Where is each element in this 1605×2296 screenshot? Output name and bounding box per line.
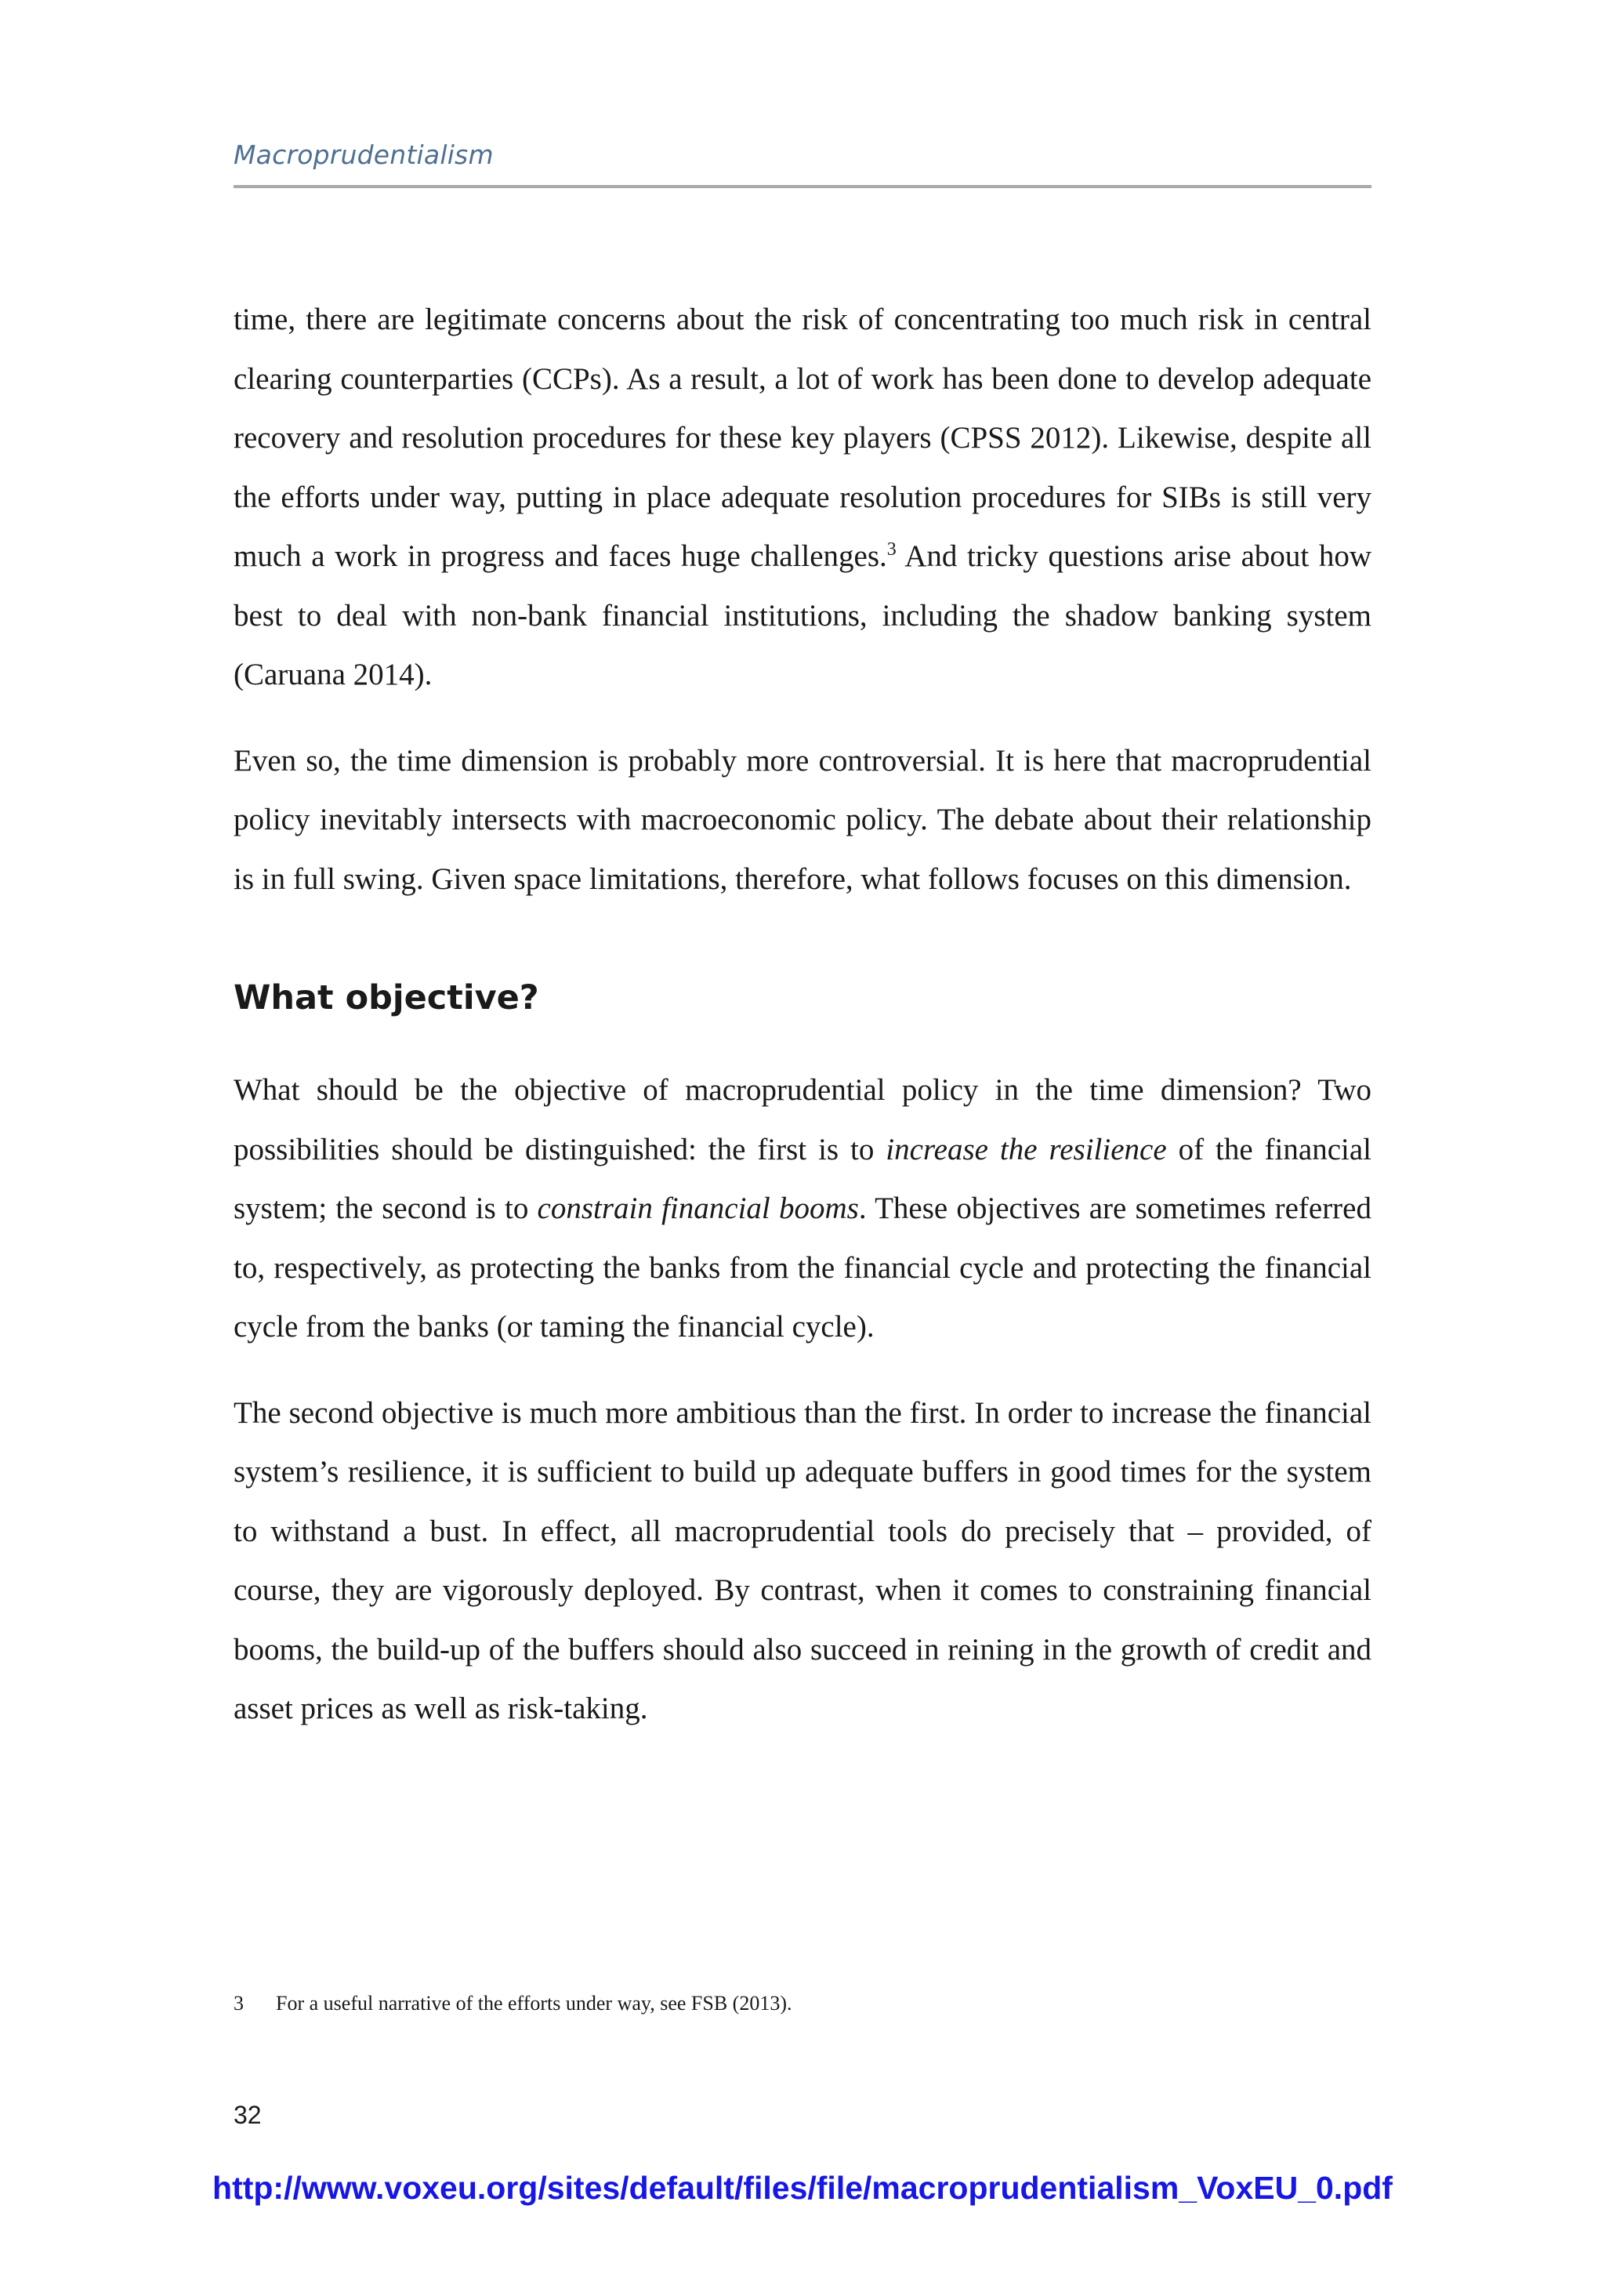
section-heading: What objective? (234, 978, 539, 1017)
paragraph-3-part3: . These objectives are sometimes referred to, respectively, as protecting the banks from the financial cycle and protecting the financial cycle from the banks (or taming the financial cycle). (234, 1192, 1371, 1344)
paragraph-4: The second objective is much more ambitious than the first. In order to increase the financial system’s resilience, it is sufficient to build up adequate buffers in good times for the system to withstand a bust. In effect, all macroprudential tools do precisely that – provided, of course, they are vigorously deployed. By contrast, when it comes to constraining financial booms, the build-up of the buffers should also succeed in reining in the growth of credit and asset prices as well as risk-taking. (234, 1395, 1371, 1725)
header-divider (234, 185, 1371, 188)
paragraph-3-part1: What should be the objective of macroprudential policy in the time dimension? Two possibilities should be distinguished: the first is to (234, 1073, 1371, 1166)
paragraph-3 (234, 1061, 1371, 1357)
paragraph-1 (234, 290, 1371, 705)
paragraph-2: Even so, the time dimension is probably more controversial. It is here that macroprudential policy inevitably intersects with macroeconomic policy. The debate about their relationship is in full swing. Given space limitations, therefore, what follows focuses on this dimension. (234, 743, 1371, 896)
footnote-text: For a useful narrative of the efforts under way, see FSB (2013). (276, 1992, 792, 2015)
footnote-reference[interactable]: 3 (886, 539, 897, 560)
paragraph-1-text: time, there are legitimate concerns about the risk of concentrating too much risk in central clearing counterparties (CCPs). As a result, a lot of work has been done to develop adequate recovery and resolution procedures for these key players (CPSS 2012). Likewise, despite all the efforts under way, putting in place adequate resolution procedures for SIBs is still very much a work in progress and faces huge challenges. (234, 303, 1371, 573)
paragraph-3-part2: of the financial system; the second is to (234, 1132, 1371, 1225)
emphasis-resilience: increase the resilience (886, 1132, 1167, 1166)
emphasis-constrain-booms: constrain financial booms (537, 1192, 859, 1225)
body-text (234, 290, 1371, 1765)
footnote-number: 3 (234, 1992, 244, 2015)
footnote (234, 1988, 1371, 2019)
running-header: Macroprudentialism (234, 140, 494, 170)
page-number: 32 (234, 2101, 262, 2129)
source-url-link[interactable]: http://www.voxeu.org/sites/default/files/file/macroprudentialism_VoxEU_0.pdf (212, 2170, 1393, 2206)
paragraph-1-text-after: And tricky questions arise about how best to deal with non-bank financial institutions, including the shadow banking system (Caruana 2014). (234, 539, 1372, 691)
